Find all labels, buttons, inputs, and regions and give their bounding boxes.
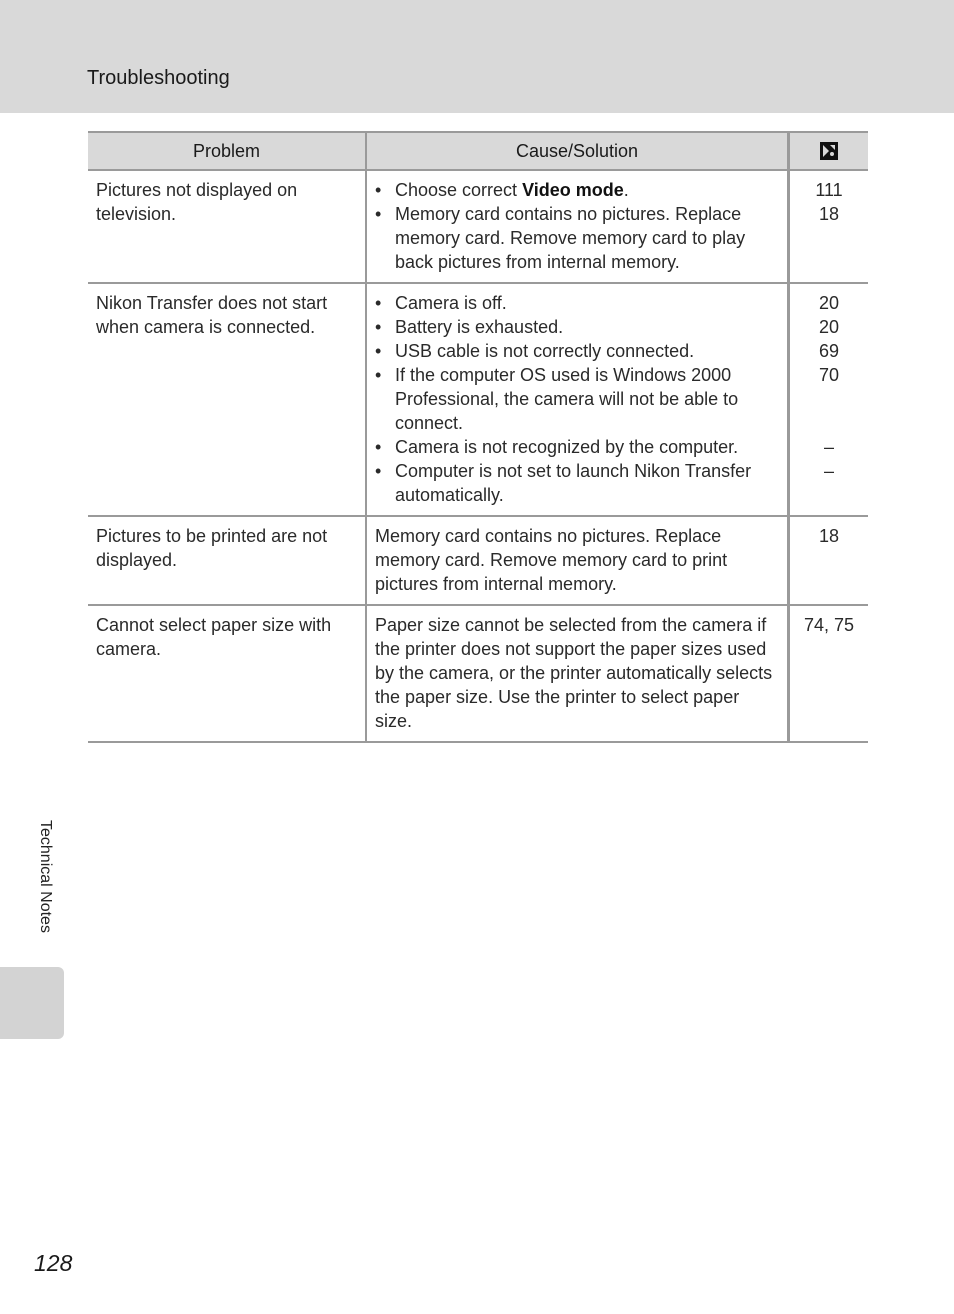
page-number: 128 — [34, 1250, 73, 1276]
cause-cell: Paper size cannot be selected from the camera if the printer does not support the paper sizes used by the camera, or the printer automatically selects the paper size. Use the printer to select paper size. — [366, 605, 789, 742]
list-item: • Computer is not set to launch Nikon Transfer automatically. — [395, 459, 779, 507]
problem-cell: Pictures to be printed are not displayed. — [88, 516, 366, 605]
problem-cell: Pictures not displayed on television. — [88, 170, 366, 283]
column-header-page — [789, 132, 869, 170]
list-item: • Camera is not recognized by the computer. — [395, 435, 779, 459]
problem-cell: Nikon Transfer does not start when camera is connected. — [88, 283, 366, 516]
page-ref: 111 — [815, 180, 843, 200]
page-ref: 20 — [818, 317, 840, 337]
troubleshooting-table — [88, 131, 868, 743]
list-item: • Memory card contains no pictures. Replace memory card. Remove memory card to play back pictures from internal memory. — [395, 202, 779, 274]
table-header-row — [88, 132, 868, 170]
table-row — [88, 283, 868, 516]
cause-cell: Memory card contains no pictures. Replace memory card. Remove memory card to print pictures from internal memory. — [366, 516, 789, 605]
page-ref: – — [823, 461, 834, 481]
table-row — [88, 605, 868, 742]
page-ref-spacer — [798, 411, 860, 435]
page-reference-icon — [820, 142, 838, 160]
column-header-cause: Cause/Solution — [366, 132, 789, 170]
header-band — [0, 0, 954, 113]
cause-cell — [366, 283, 789, 516]
table-row — [88, 170, 868, 283]
page-ref-cell — [789, 605, 869, 742]
page-ref-cell — [789, 170, 869, 283]
page-title: Troubleshooting — [87, 67, 230, 89]
cause-list — [375, 178, 779, 274]
page-ref: 70 — [818, 365, 840, 385]
list-item: • If the computer OS used is Windows 2000 Professional, the camera will not be able to connect. — [395, 363, 779, 435]
list-item: • USB cable is not correctly connected. — [395, 339, 779, 363]
page-ref: 18 — [818, 204, 840, 224]
page-ref-cell — [789, 283, 869, 516]
page-ref: – — [823, 437, 834, 457]
page-ref: 69 — [818, 341, 840, 361]
list-item: • Choose correct Video mode. — [395, 178, 779, 202]
page-ref-spacer — [798, 387, 860, 411]
table-row — [88, 516, 868, 605]
column-header-problem: Problem — [88, 132, 366, 170]
page-ref-cell — [789, 516, 869, 605]
section-side-label: Technical Notes — [37, 820, 54, 933]
list-item: • Battery is exhausted. — [395, 315, 779, 339]
cause-cell — [366, 170, 789, 283]
page-ref: 20 — [818, 293, 840, 313]
cause-list — [375, 291, 779, 507]
list-item: • Camera is off. — [395, 291, 779, 315]
section-tab — [0, 967, 64, 1039]
page-ref: 18 — [818, 526, 840, 546]
page-ref: 74, 75 — [803, 615, 855, 635]
problem-cell: Cannot select paper size with camera. — [88, 605, 366, 742]
